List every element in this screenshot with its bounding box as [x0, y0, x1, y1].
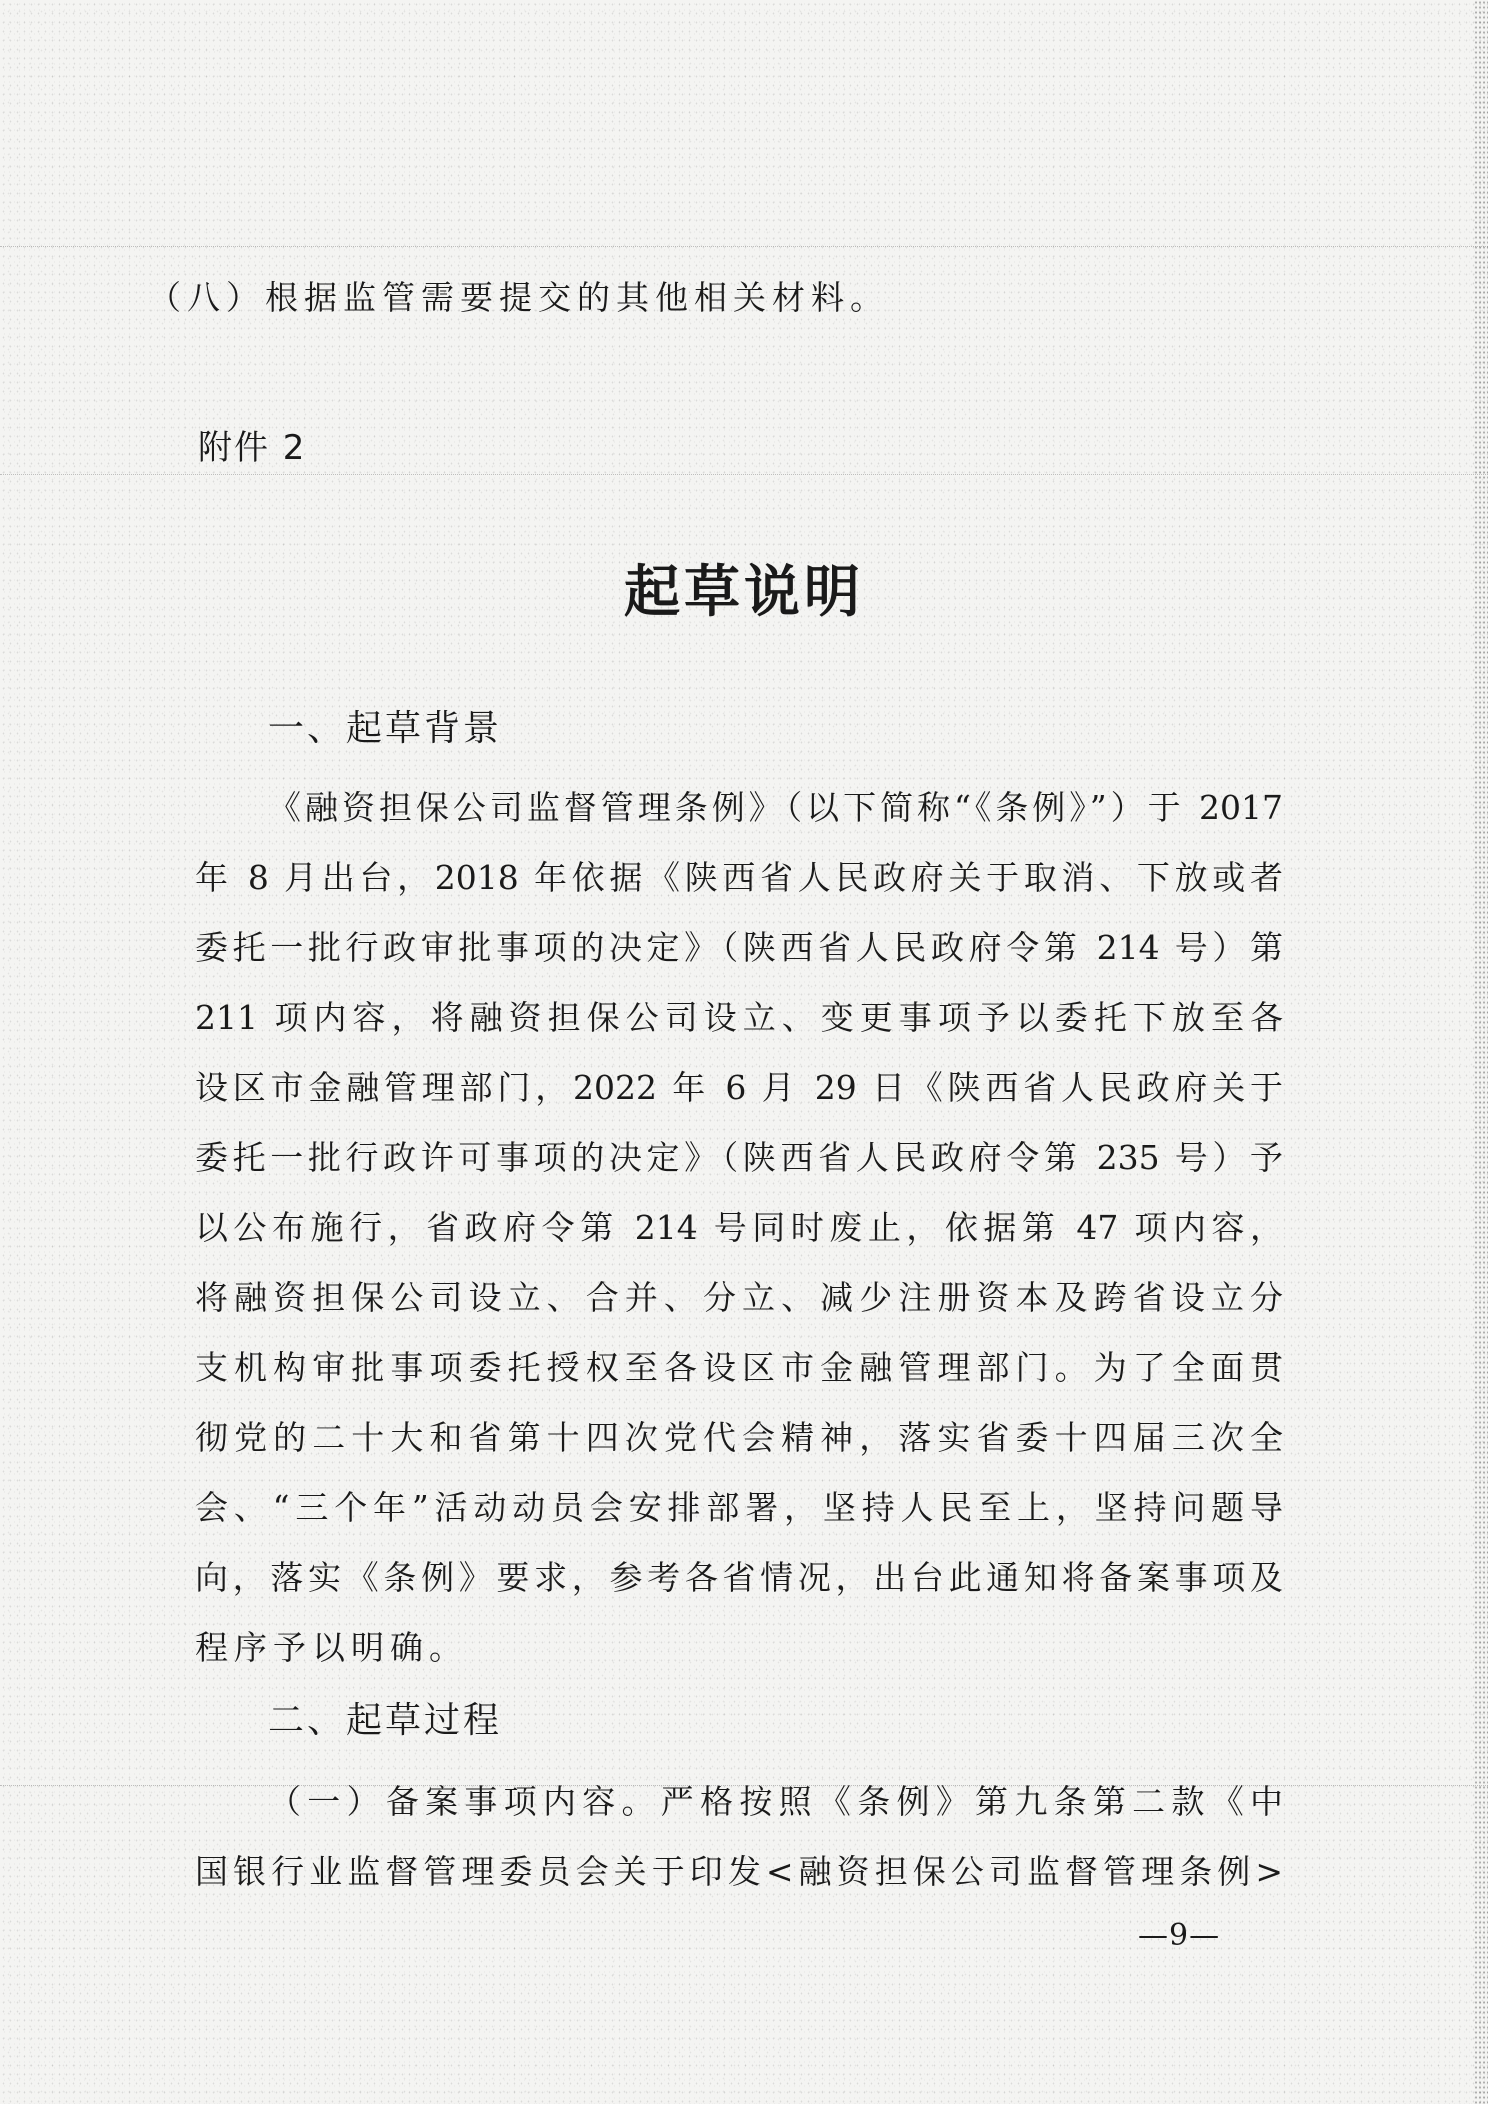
paragraph-line: 程序予以明确。	[195, 1628, 468, 1667]
paragraph-line: 《融资担保公司监督管理条例》（以下简称“《条例》”）于 2017	[268, 788, 1283, 827]
paragraph-line: 委托一批行政许可事项的决定》（陕西省人民政府令第 235 号）予	[195, 1138, 1283, 1177]
paragraph-line: 国银行业监督管理委员会关于印发<融资担保公司监督管理条例>	[195, 1852, 1283, 1891]
paragraph-line: 向，落实《条例》要求，参考各省情况，出台此通知将备案事项及	[195, 1558, 1283, 1597]
section-heading-background: 一、起草背景	[268, 708, 503, 749]
scan-edge-noise	[1474, 0, 1488, 2104]
paragraph-line: 支机构审批事项委托授权至各设区市金融管理部门。为了全面贯	[195, 1348, 1283, 1387]
paragraph-line: 以公布施行，省政府令第 214 号同时废止，依据第 47 项内容，	[195, 1208, 1283, 1247]
paragraph-line: 年 8 月出台，2018 年依据《陕西省人民政府关于取消、下放或者	[195, 858, 1283, 897]
page-title: 起草说明	[624, 560, 864, 625]
paragraph-line: 设区市金融管理部门，2022 年 6 月 29 日《陕西省人民政府关于	[195, 1068, 1283, 1107]
paragraph-line: 将融资担保公司设立、合并、分立、减少注册资本及跨省设立分	[195, 1278, 1283, 1317]
paragraph-line: 彻党的二十大和省第十四次党代会精神，落实省委十四届三次全	[195, 1418, 1283, 1457]
item-eight-text: （八）根据监管需要提交的其他相关材料。	[148, 278, 889, 317]
page-number: —9—	[1138, 1918, 1221, 1953]
scan-artifact-line	[0, 246, 1488, 248]
attachment-label: 附件 2	[198, 428, 307, 468]
section-heading-process: 二、起草过程	[268, 1700, 503, 1741]
paragraph-line: （一）备案事项内容。严格按照《条例》第九条第二款《中	[268, 1782, 1283, 1821]
paragraph-line: 委托一批行政审批事项的决定》（陕西省人民政府令第 214 号）第	[195, 928, 1283, 967]
paragraph-line: 211 项内容，将融资担保公司设立、变更事项予以委托下放至各	[195, 998, 1283, 1037]
paragraph-line: 会、“三个年”活动动员会安排部署，坚持人民至上，坚持问题导	[195, 1488, 1283, 1527]
scan-artifact-line	[0, 474, 1488, 476]
